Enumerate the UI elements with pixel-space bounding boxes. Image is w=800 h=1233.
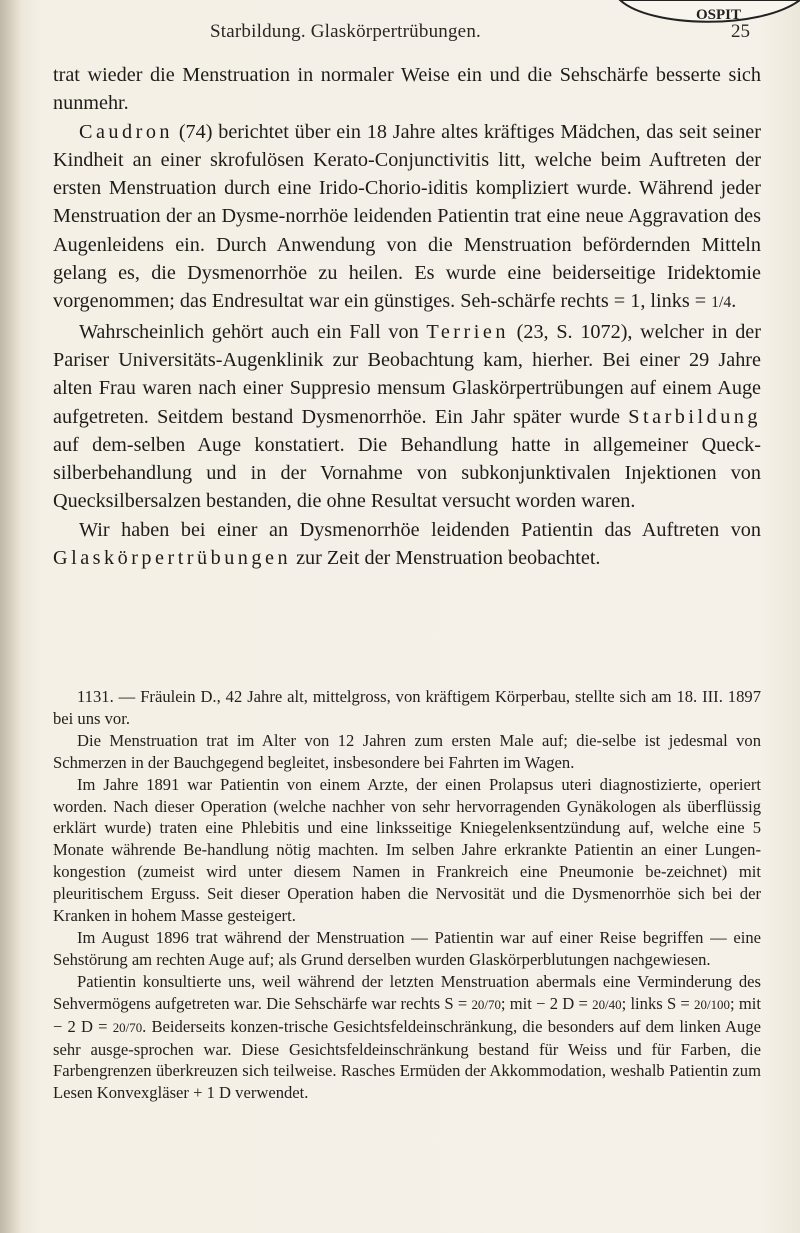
paragraph-4-a: Wir haben bei einer an Dysmenorrhöe leidenden Patientin das Auftreten von bbox=[79, 518, 761, 541]
library-stamp bbox=[610, 0, 800, 42]
main-text bbox=[53, 61, 761, 572]
paragraph-2-text: (74) berichtet über ein 18 Jahre altes kräftiges Mädchen, das seit seiner Kindheit an einer skrofulösen Kerato-Conjunctivitis litt, welche beim Auftreten der ersten Menstruation durch eine Irido-Chorio-iditis kompliziert wurde. Während jeder Menstruation der an Dysme-norrhöe leidenden Patientin trat eine neue Aggravation des Augenleidens ein. Durch Anwendung von die Menstruation befördernden Mitteln gelang es, die Dysmenorrhöe zu heilen. Es wurde eine beiderseitige Iridektomie vorgenommen; das Endresultat war ein günstiges. Seh-schärfe rechts = 1, links = bbox=[53, 120, 761, 313]
case-5-c: ; links S = bbox=[621, 993, 695, 1013]
case-5-d: ; mit − 2 D = bbox=[53, 993, 761, 1036]
paragraph-3-b: (23, S. 1072), welcher in der Pariser Universitäts-Augenklinik zur Beobachtung kam, hierher. Bei einer 29 Jahre alten Frau waren nach einer Suppresio mensum Glaskörpertrübungen auf einem Auge aufgetreten. Seitdem bestand Dysmenorrhöe. Ein Jahr später wurde bbox=[53, 320, 761, 428]
case-5-b: ; mit − 2 D = bbox=[500, 993, 593, 1013]
visus-left-corrected: 20/70 bbox=[112, 1019, 143, 1035]
paragraph-3-a: Wahrscheinlich gehört auch ein Fall von bbox=[79, 320, 427, 343]
paragraph-3-c: auf dem-selben Auge konstatiert. Die Behandlung hatte in allgemeiner Queck-silberbehandlung und in der Vornahme von subkonjunktivalen Injektionen von Quecksilbersalzen bestanden, die ohne Resultat versucht worden waren. bbox=[53, 433, 761, 513]
term-glaskoerpertruebungen: Glaskörpertrübungen bbox=[53, 547, 292, 570]
author-caudron: Caudron bbox=[79, 120, 174, 143]
visus-right: 20/70 bbox=[471, 996, 501, 1012]
case-paragraph-3: Im Jahre 1891 war Patientin von einem Arzte, der einen Prolapsus uteri diagnostizierte, operiert worden. Nach dieser Operation (welche nachher von sehr hervorragenden Gynäkologen als überflüssig erklärt wurde) traten eine Phlebitis und eine linksseitige Kniegelenksentzündung auf, welche eine 5 Monate währende Be-handlung nötig machten. Im selben Jahre erkrankte Patientin an einer Lungen-kongestion (zumeist wird unter diesem Namen in Frankreich eine Pneumonie be-zeichnet) mit pleuritischem Erguss. Seit dieser Operation haben die Nervosität und die Dysmenorrhöe sich bei der Kranken in hohem Masse gesteigert. bbox=[53, 774, 761, 926]
stamp-text: OSPIT bbox=[696, 7, 742, 23]
author-terrien: Terrien bbox=[426, 320, 509, 343]
case-5-a: Patientin konsultierte uns, weil während der letzten Menstruation abermals eine Verminderung des Sehvermögens aufgetreten war. Die Sehschärfe war rechts S = bbox=[53, 971, 761, 1013]
spine-shadow bbox=[0, 0, 22, 1233]
paragraph-4-b: zur Zeit der Menstruation beobachtet. bbox=[291, 547, 601, 570]
paragraph-4 bbox=[53, 516, 761, 573]
paragraph-2 bbox=[53, 118, 761, 318]
paragraph-1: trat wieder die Menstruation in normaler Weise ein und die Sehschärfe besserte sich nunmehr. bbox=[53, 64, 761, 115]
case-report bbox=[53, 686, 761, 1104]
running-head: Starbildung. Glaskörpertrübungen. bbox=[210, 21, 481, 42]
paragraph-2-end: . bbox=[731, 290, 737, 313]
page-number: 25 bbox=[731, 21, 750, 42]
visus-left: 20/100 bbox=[694, 996, 730, 1012]
case-5-e: . Beiderseits konzen-trische Gesichtsfeldeinschränkung, die besonders auf dem linken Auge sehr ausge-sprochen war. Diese Gesichtsfeldeinschränkung bestand für Weiss und für Farben, die Farbengrenzen überkreuzen sich teilweise. Rasches Ermüden der Akkommodation, weshalb Patientin zum Lesen Konvexgläser + 1 D verwendet. bbox=[53, 1016, 761, 1103]
visus-fraction: 1/4 bbox=[711, 294, 732, 312]
case-paragraph-5 bbox=[53, 971, 761, 1104]
term-starbildung: Starbildung bbox=[628, 405, 761, 428]
case-paragraph-1: 1131. — Fräulein D., 42 Jahre alt, mittelgross, von kräftigem Körperbau, stellte sich am 18. III. 1897 bei uns vor. bbox=[53, 687, 761, 728]
case-paragraph-2: Die Menstruation trat im Alter von 12 Jahren zum ersten Male auf; die-selbe ist jedesmal von Schmerzen in der Bauchgegend begleitet, insbesondere bei Fahrten im Wagen. bbox=[53, 730, 761, 772]
case-paragraph-4: Im August 1896 trat während der Menstruation — Patientin war auf einer Reise begriffen — eine Sehstörung am rechten Auge auf; als Grund derselben wurden Glaskörperblutungen nachgewiesen. bbox=[53, 927, 761, 969]
visus-right-corrected: 20/40 bbox=[592, 996, 622, 1012]
paragraph-3 bbox=[53, 318, 761, 516]
